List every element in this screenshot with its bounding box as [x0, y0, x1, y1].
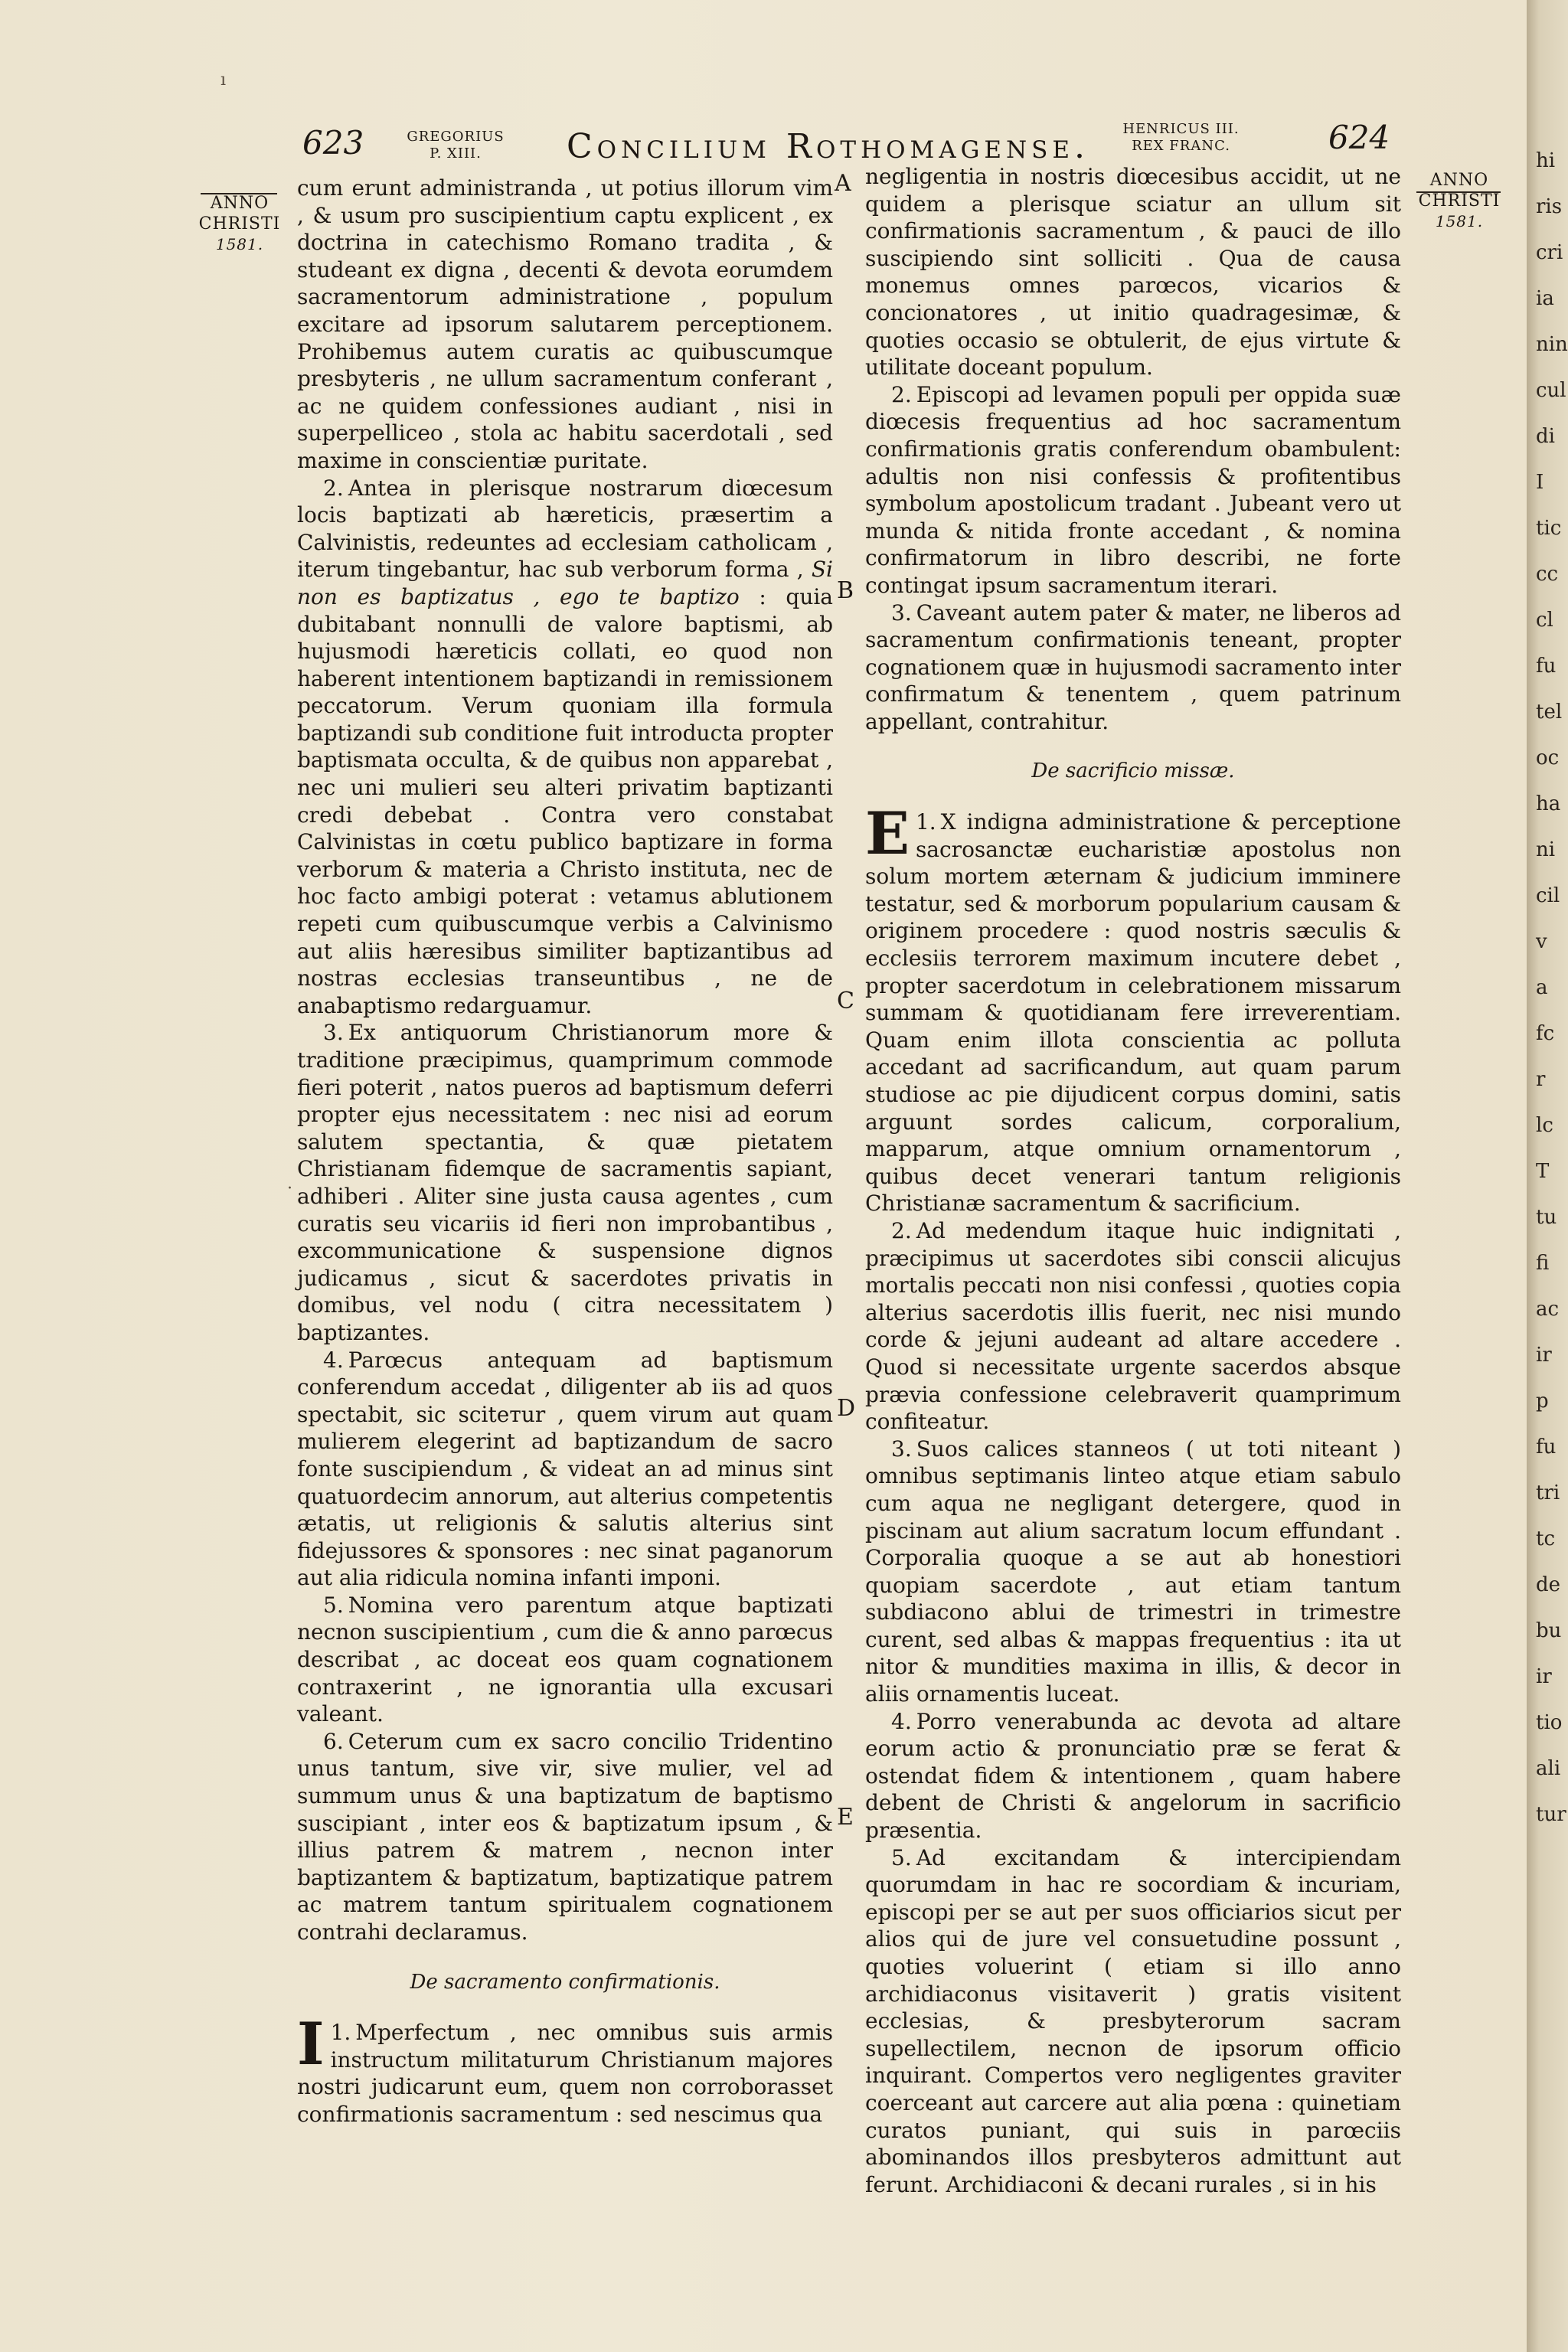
adjacent-page-fragment: tri — [1536, 1481, 1560, 1504]
paragraph: 2. Ad medendum itaque huic indignitati , præcipimus ut sacerdotes sibi conscii alicujus mortalis peccati non nisi confessi , quoties copia alterius sacerdotis illis fuerit, nec nisi mundo corde & jejuni audeant ad altare accedere . Quod si necessitate urgente sacerdos absque prævia confessione celebraverit quamprimum confiteatur. — [865, 1217, 1401, 1435]
drop-cap: E — [865, 799, 910, 868]
paragraph: 5. Ad excitandam & intercipiendam quorumdam in hac re socordiam & incuriam, episcopi per se aut per suos officiarios sicut per alios qui de jure vel consuetudine possunt , quoties voluerint ( etiam si illo anno archidiaconus visitaverit ) gratis visitent ecclesias, & presbyterorum sacram supellectilem, necnon de ipsorum officio inquirant. Compertos vero negligentes graviter coerceant aut carcere aut alia pœna : quinetiam curatos puniant, qui suis in parœciis abominandos illos presbyteros admittunt aut ferunt. Archidiaconi & decani rurales , si in his — [865, 1844, 1401, 2197]
adjacent-page-fragment: ia — [1536, 287, 1554, 310]
adjacent-page-fragment: ha — [1536, 792, 1561, 815]
year-label: 1581. — [1435, 212, 1484, 230]
adjacent-page-edge — [1527, 0, 1568, 2352]
adjacent-page-fragment: tu — [1536, 1206, 1557, 1229]
drop-cap: I — [297, 2010, 325, 2079]
adjacent-page-fragment: a — [1536, 976, 1548, 999]
paragraph: 3. Caveant autem pater & mater, ne liberos ad sacramentum confirmationis teneant, propter cognationem quæ in hujusmodi sacramento inter confirmatum & tenentem , quem patrinum appellant, contrahitur. — [865, 599, 1401, 734]
adjacent-page-fragment: fi — [1536, 1252, 1550, 1275]
header-title: Concilium Rothomagense. — [567, 127, 1090, 166]
section-marker-e: E — [837, 1804, 854, 1831]
adjacent-page-fragment: T — [1536, 1160, 1550, 1183]
paragraph: 2. Antea in plerisque nostrarum diœcesum locis baptizati ab hæreticis, præsertim a Calvinistis, redeuntes ad ecclesiam catholicam , iterum tingebantur, hac sub verborum forma , Si non es baptizatus , ego te baptizo : quia dubitabant nonnulli de valore baptismi, ab hujusmodi hæreticis collati, eo quod non haberent intentionem baptizandi in remissionem peccatorum. Verum quoniam illa formula baptizandi sub conditione fuit introducta propter baptismata occulta, & de quibus non apparebat , nec uni mulieri seu alteri privatim baptizanti credi debebat . Contra vero constabat Calvinistas in cœtu publico baptizare in forma verborum & materia a Christo instituta, nec de hoc facto ambigi poterat : vetamus ablutionem repeti cum quibuscumque verbis a Calvinismo aut aliis hæresibus similiter baptizantibus ad nostras ecclesias transeuntibus , ne de anabaptismo redarguamur. — [297, 475, 833, 1018]
year-label: 1581. — [215, 235, 264, 253]
header-pope: GREGORIUS P. XIII. — [407, 129, 505, 162]
adjacent-page-fragment: tur — [1536, 1803, 1566, 1826]
christi-label: CHRISTI — [198, 214, 281, 234]
section-heading: De sacramento confirmationis. — [410, 1970, 720, 1994]
page-number-left: 623 — [302, 124, 364, 162]
adjacent-page-fragment: ni — [1536, 838, 1556, 861]
header-king: HENRICUS III. REX FRANC. — [1122, 121, 1240, 154]
adjacent-page-fragment: tio — [1536, 1711, 1563, 1734]
adjacent-page-fragment: lc — [1536, 1114, 1553, 1137]
adjacent-page-fragment: fu — [1536, 1436, 1557, 1459]
adjacent-page-fragment: ali — [1536, 1757, 1561, 1780]
paragraph: cum erunt administranda , ut potius illorum vim , & usum pro suscipientium captu explicent , ex doctrina in catechismo Romano tradita , & studeant ex digna , decenti & devota eorumdem sacramentorum administratione , populum excitare ad ipsorum salutarem perceptionem. Prohibemus autem curatis ac quibuscumque presbyteris , ne ullum sacramentum conferant , ac ne quidem confessiones audiant , nisi in superpelliceo , stola ac habitu sacerdotali , sed maxime in conscientiæ puritate. — [297, 175, 833, 473]
paragraph: 1. I Mperfectum , nec omnibus suis armis instructum militaturum Christianum majores nostri judicarunt eum, quem non corroborasset confirmationis sacramentum : sed nescimus qua — [297, 2010, 833, 2127]
adjacent-page-fragment: tc — [1536, 1527, 1556, 1550]
ink-mark: · — [287, 1179, 292, 1198]
section-marker-d: D — [837, 1395, 856, 1422]
adjacent-page-fragment: oc — [1536, 746, 1560, 769]
adjacent-page-fragment: ir — [1536, 1665, 1552, 1688]
adjacent-page-fragment: cc — [1536, 563, 1559, 586]
page-number-right: 624 — [1328, 119, 1390, 156]
paragraph: 4. Parœcus antequam ad baptismum conferendum accedat , diligenter ab iis ad quos spectabit, sic sciteтur , quem virum aut quam mulierem elegerint ad baptizandum de sacro fonte suscipiendum , & videat an ad minus sint quatuordecim annorum, aut alterius competentis ætatis, ut religionis & salutis alterius sint fidejussores & sponsores : nec sinat paganorum aut alia ridicula nomina infanti imponi. — [297, 1347, 833, 1591]
adjacent-page-fragment: tic — [1536, 517, 1562, 540]
section-heading: De sacrificio missæ. — [1031, 760, 1235, 783]
adjacent-page-fragment: p — [1536, 1390, 1549, 1413]
section-marker-c: C — [837, 988, 854, 1014]
anno-label: ANNO — [210, 194, 270, 213]
paragraph: 5. Nomina vero parentum atque baptizati necnon suscipientium , cum die & anno parœcus describat , ac doceat eos quam cognationem contraxerint , ne ignorantia ulla excusari valeant. — [297, 1592, 833, 1727]
christi-label: CHRISTI — [1418, 191, 1501, 211]
left-column — [297, 175, 833, 2128]
paragraph: 2. Episcopi ad levamen populi per oppida suæ diœcesis frequentius ad hoc sacramentum confirmationis gratis conferendum obambulent: adultis non nisi confessis & profitentibus symbolum apostolicum tradant . Jubeant vero ut munda & nitida fronte accedant , & nomina confirmatorum in libro describi, ne forte contingat ipsum sacramentum iterari. — [865, 381, 1401, 598]
anno-label: ANNO — [1429, 171, 1489, 190]
adjacent-page-fragment: tel — [1536, 701, 1563, 724]
adjacent-page-fragment: I — [1536, 471, 1544, 494]
paragraph: 6. Ceterum cum ex sacro concilio Tridentino unus tantum, sive vir, sive mulier, vel ad summum unus & una baptizatum de baptismo suscipiant , inter eos & baptizatum ipsum , & illius patrem & matrem , necnon inter baptizantem & baptizatum, baptizatique patrem ac matrem tantum spiritualem cognationem contrahi declaramus. — [297, 1728, 833, 1945]
adjacent-page-fragment: cul — [1536, 379, 1566, 402]
margin-note-left — [198, 193, 282, 255]
paragraph: 3. Ex antiquorum Christianorum more & traditione præcipimus, quamprimum commode fieri poterit , natos pueros ad baptismum deferri propter ejus necessitatem : nec nisi ad eorum salutem spectantia, & quæ pietatem Christianam fidemque de sacramentis sapiant, adhiberi . Aliter sine justa causa agentes , cum curatis seu vicariis id fieri non improbantibus , excommunicatione & suspensione dignos judicamus , sicut & sacerdotes privatis in domibus, vel nodu ( citra necessitatem ) baptizantes. — [297, 1020, 833, 1345]
adjacent-page-fragment: nin — [1536, 333, 1568, 356]
adjacent-page-fragment: ris — [1536, 195, 1563, 218]
adjacent-page-fragment: fc — [1536, 1022, 1555, 1045]
adjacent-page-fragment: hi — [1536, 149, 1556, 172]
adjacent-page-fragment: di — [1536, 425, 1555, 448]
adjacent-page-fragment: r — [1536, 1068, 1546, 1091]
margin-rule-right — [1416, 191, 1501, 193]
paragraph: negligentia in nostris diœcesibus accidit, ut ne quidem a plerisque sciatur an ullum sit confirmationis sacramentum , & pauci de illo suscipiendo sint solliciti . Qua de causa monemus omnes parœcos, vicarios & concionatores , ut initio quadragesimæ, & quoties occasio se obtulerit, de ejus virtute & utilitate doceant populum. — [865, 164, 1401, 381]
ink-mark: ı — [220, 70, 227, 90]
adjacent-page-fragment: cil — [1536, 884, 1560, 907]
adjacent-page-fragment: ac — [1536, 1298, 1560, 1321]
adjacent-page-fragment: v — [1536, 930, 1547, 953]
section-marker-a: A — [835, 170, 851, 197]
adjacent-page-fragment: cl — [1536, 609, 1553, 632]
section-marker-b: B — [837, 577, 854, 604]
right-column — [865, 163, 1401, 2198]
paragraph: 3. Suos calices stanneos ( ut toti niteant ) omnibus septimanis linteo atque etiam sabulo cum aqua ne negligant detergere, quod in piscinam aut alium sacratum locum effundant . Corporalia quoque a se aut ab honestiori quopiam sacerdote , aut etiam tantum subdiacono ablui de trimestri in trimestre curent, sed albas & mappas frequentius : ita ut nitor & munditiеs maxima in illis, & decor in aliis ornamentis luceat. — [865, 1436, 1401, 1707]
margin-rule-left — [201, 193, 277, 194]
adjacent-page-fragment: de — [1536, 1573, 1561, 1596]
adjacent-page-fragment: cri — [1536, 241, 1563, 264]
adjacent-page-fragment: ir — [1536, 1344, 1552, 1367]
paragraph: 1. E X indigna administratione & perceptione sacrosanctæ eucharistiæ apostolus non solum mortem æternam & judicium imminere testatur, sed & morborum popularium causam & originem procedere : quod nostris sæculis & ecclesiis terrorem maximum incutere debet , propter sacerdotum in celebrationem missarum summam & quotidianam fere irreverentiam. Quam enim illota conscientia ac polluta accedant ad sacrificandum, aut quam parum studiose ac pie dijudicent corpus domini, satis arguunt sordes calicum, corporalium, mapparum, atque omnium ornamentorum , quibus decet venerari tantum religionis Christianæ sacramentum & sacrificium. — [865, 799, 1401, 1217]
adjacent-page-fragment: fu — [1536, 655, 1557, 678]
margin-note-right — [1413, 170, 1505, 232]
paragraph: 4. Porro venerabunda ac devota ad altare eorum actio & pronunciatio præ se ferat & ostendat fidem & intentionem , quam habere debent de Christi & angelorum in sacrificio præsentia. — [865, 1708, 1401, 1844]
adjacent-page-fragment: bu — [1536, 1619, 1562, 1642]
